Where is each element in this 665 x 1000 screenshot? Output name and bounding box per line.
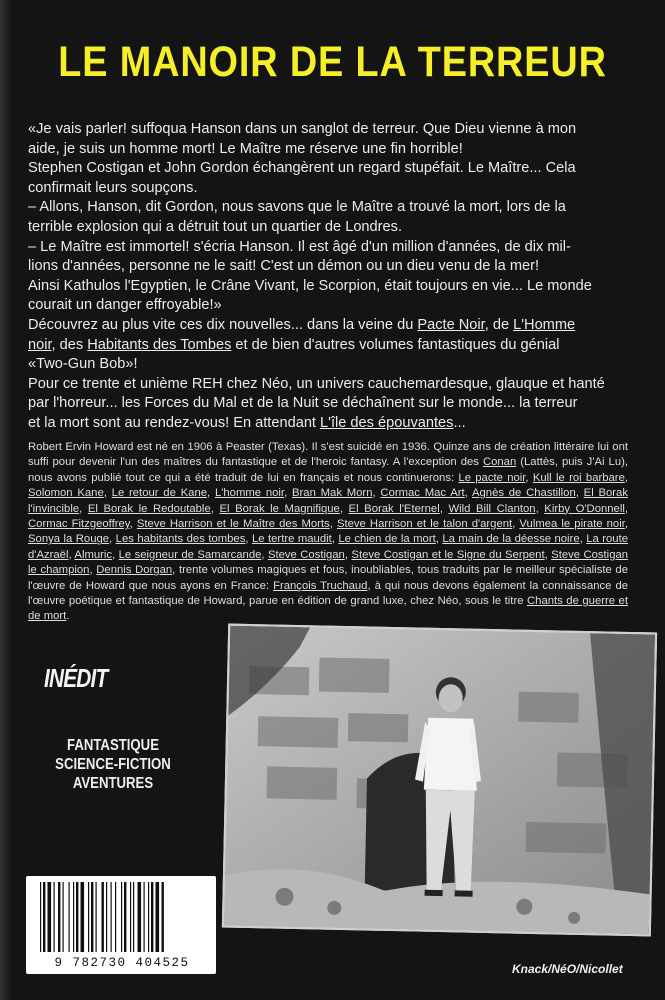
author-photo [222, 624, 657, 937]
book-title: LE MANOIR DE LA TERREUR [58, 38, 607, 86]
bio-title: Le retour de Kane [111, 487, 208, 500]
promo-line: «Two-Gun Bob»! [28, 356, 138, 373]
excerpt-line: confirmait leurs soupçons. [28, 179, 198, 196]
bio-text: , [79, 502, 88, 515]
bio-text: , [624, 471, 628, 484]
excerpt-line: courait un danger effroyable!» [28, 297, 222, 314]
promo-line: Découvrez au plus vite ces dix nouvelles... dans la veine du Pacte Noir, de L'Homme [28, 317, 576, 333]
bio-title: Steve Costigan [267, 548, 345, 561]
bio-text: , [435, 533, 443, 546]
bio-text: , [575, 487, 584, 500]
excerpt-line: – Allons, Hanson, dit Gordon, nous savons que le Maître a trouvé la mort, lors de la [28, 199, 566, 216]
excerpt-line: Ainsi Kathulos l'Egyptien, le Crâne Vivant, le Scorpion, était toujours en vie... Le monde [28, 277, 592, 294]
bio-text: , [207, 487, 215, 500]
bio-title: Sonya la Rouge [28, 533, 110, 546]
bio-title: Kirby O'Donnell [544, 502, 625, 515]
promo-line: noir, des Habitants des Tombes et de bien d'autres volumes fantastiques du génial [28, 336, 560, 353]
bio-title: Bran Mak Morn [291, 487, 373, 500]
bio-title: L'homme noir [214, 487, 285, 500]
genre-item: FANTASTIQUE [67, 737, 159, 754]
bio-title: Steve Harrison et le talon d'argent [336, 518, 513, 531]
bio-text: . [66, 610, 70, 623]
excerpt-line: aide, je suis un homme mort! Le Maître me réserve une fin horrible! [28, 140, 463, 157]
bio-text: , [103, 487, 112, 500]
bio-title: Cormac Mac Art [380, 487, 465, 500]
book-title-link: L'île des épouvantes [320, 414, 454, 431]
bio-text: , [210, 502, 220, 515]
bio-title: El Borak le Magnifique [219, 502, 340, 515]
bio-text: , [624, 502, 628, 515]
bio-text: , [525, 471, 533, 484]
bio-text: , [261, 548, 268, 561]
bio-title: Vulmea le pirate noir [519, 518, 625, 531]
bio-title: Chants de guerre et de mort [28, 595, 628, 623]
genre-item: SCIENCE-FICTION [55, 756, 171, 773]
excerpt-line: – Le Maître est immortel! s'écria Hanson. Il est âgé d'un million d'années, de dix mil- [28, 238, 571, 255]
bio-text: , [109, 533, 116, 546]
bio-text: , [535, 502, 545, 515]
excerpt-line: «Je vais parler! suffoqua Hanson dans un sanglot de terreur. Que Dieu vienne à mon [28, 121, 577, 137]
barcode-bars [36, 882, 206, 956]
bio-text: , [112, 548, 119, 561]
bio-title: Le tertre maudit [251, 533, 332, 546]
bio-title: Agnès de Chastillon [471, 487, 576, 500]
author-photo-image [224, 626, 655, 935]
bio-title: Le chien de la mort [338, 533, 436, 546]
bio-text: , à qui nous devons également la connaissance de l'œuvre poétique et fantastique de Howard, parue en édition de grand luxe, chez Néo, sous le titre [28, 579, 629, 608]
bio-title: Wild Bill Clanton [448, 502, 536, 515]
isbn-number: 9 782730 404525 [54, 956, 190, 970]
bio-title: Cormac Fitzgeoffrey [28, 518, 130, 531]
bio-title: Le seigneur de Samarcande [118, 548, 262, 561]
bio-text: , [439, 502, 449, 515]
genre-item: AVENTURES [72, 775, 154, 792]
promo-line: Pour ce trente et unième REH chez Néo, un univers cauchemardesque, glauque et hanté [28, 375, 605, 392]
bio-title: Steve Costigan et le Signe du Serpent [351, 548, 545, 561]
excerpt-line: Stephen Costigan et John Gordon échangèrent un regard stupéfait. Le Maître... Cela [28, 160, 576, 177]
bio-title: Solomon Kane [28, 487, 104, 500]
bio-text: , [544, 548, 552, 561]
bio-title: Dennis Dorgan [96, 564, 173, 577]
bio-text: , [329, 518, 337, 531]
promo-line: par l'horreur... les Forces du Mal et de la Nuit se déchaînent sur le monde... la terreur [28, 395, 578, 412]
bio-title: Steve Costigan le champion [28, 548, 629, 577]
bio-title: El Borak le Redoutable [87, 502, 211, 515]
bio-title: François Truchaud [273, 579, 368, 592]
book-title-link: L'Homme [513, 317, 576, 333]
bio-text: Robert Ervin Howard est né en 1906 à Peaster (Texas). Il s'est suicidé en 1936. Quinze ans de création littéraire lui ont suffi pour devenir l'un des maîtres du fantastique et de l'heroic fantasy. A l'exception des [28, 441, 628, 469]
promo-paragraph [28, 316, 628, 434]
bio-text: , [344, 548, 352, 561]
bio-text: , [89, 564, 97, 577]
bio-title: Les habitants des tombes [115, 533, 246, 546]
publisher-imprint: Knack/NéO/Nicollet [512, 962, 623, 976]
bio-text: , trente volumes magiques et fous, inoubliables, tous traduits par le meilleur spécialiste de l'œuvre de Howard que nous ayons en France: [28, 564, 628, 592]
bio-title: Steve Harrison et le Maître des Morts [136, 518, 330, 531]
bio-text: , [284, 487, 292, 500]
bio-title: Le pacte noir [458, 471, 526, 484]
bio-text: , [624, 518, 628, 531]
barcode [26, 876, 216, 974]
bio-title: La main de la déesse noire [442, 533, 580, 546]
bio-title: Kull le roi barbare [532, 471, 625, 484]
bio-text: , [464, 487, 472, 500]
genre-list [34, 736, 192, 793]
bio-title: La route d'Azraël [28, 533, 628, 561]
book-title-link: Habitants des Tombes [87, 336, 232, 353]
book-title-link: Pacte Noir [417, 317, 485, 333]
bio-title: Almuric [74, 548, 113, 561]
bio-text: , [245, 533, 252, 546]
bio-text: , [372, 487, 381, 500]
bio-title: El Borak l'Eternel [348, 502, 440, 515]
bio-text: , [339, 502, 349, 515]
author-bio [28, 440, 628, 625]
bio-text: , [129, 518, 137, 531]
bio-text: , [579, 533, 587, 546]
bio-text: , [512, 518, 520, 531]
excerpt-paragraph [28, 120, 628, 316]
book-title-link: noir [28, 336, 52, 353]
bio-title: El Borak l'invincible [28, 487, 628, 515]
promo-line: et la mort sont au rendez-vous! En attendant L'île des épouvantes... [28, 414, 466, 431]
bio-text: , [68, 548, 75, 561]
bio-title: Conan [482, 456, 517, 469]
excerpt-line: terrible explosion qui a détruit tout un quartier de Londres. [28, 218, 402, 235]
excerpt-line: lions d'années, personne ne le sait! C'est un démon ou un dieu venu de la mer! [28, 258, 540, 275]
bio-text: , [331, 533, 339, 546]
inedit-label: INÉDIT [44, 663, 108, 693]
bio-text: (Lattès, puis J'Ai Lu), nous avons publié tout ce qui a été traduit de lui en français et nous continuerons: [28, 456, 629, 484]
